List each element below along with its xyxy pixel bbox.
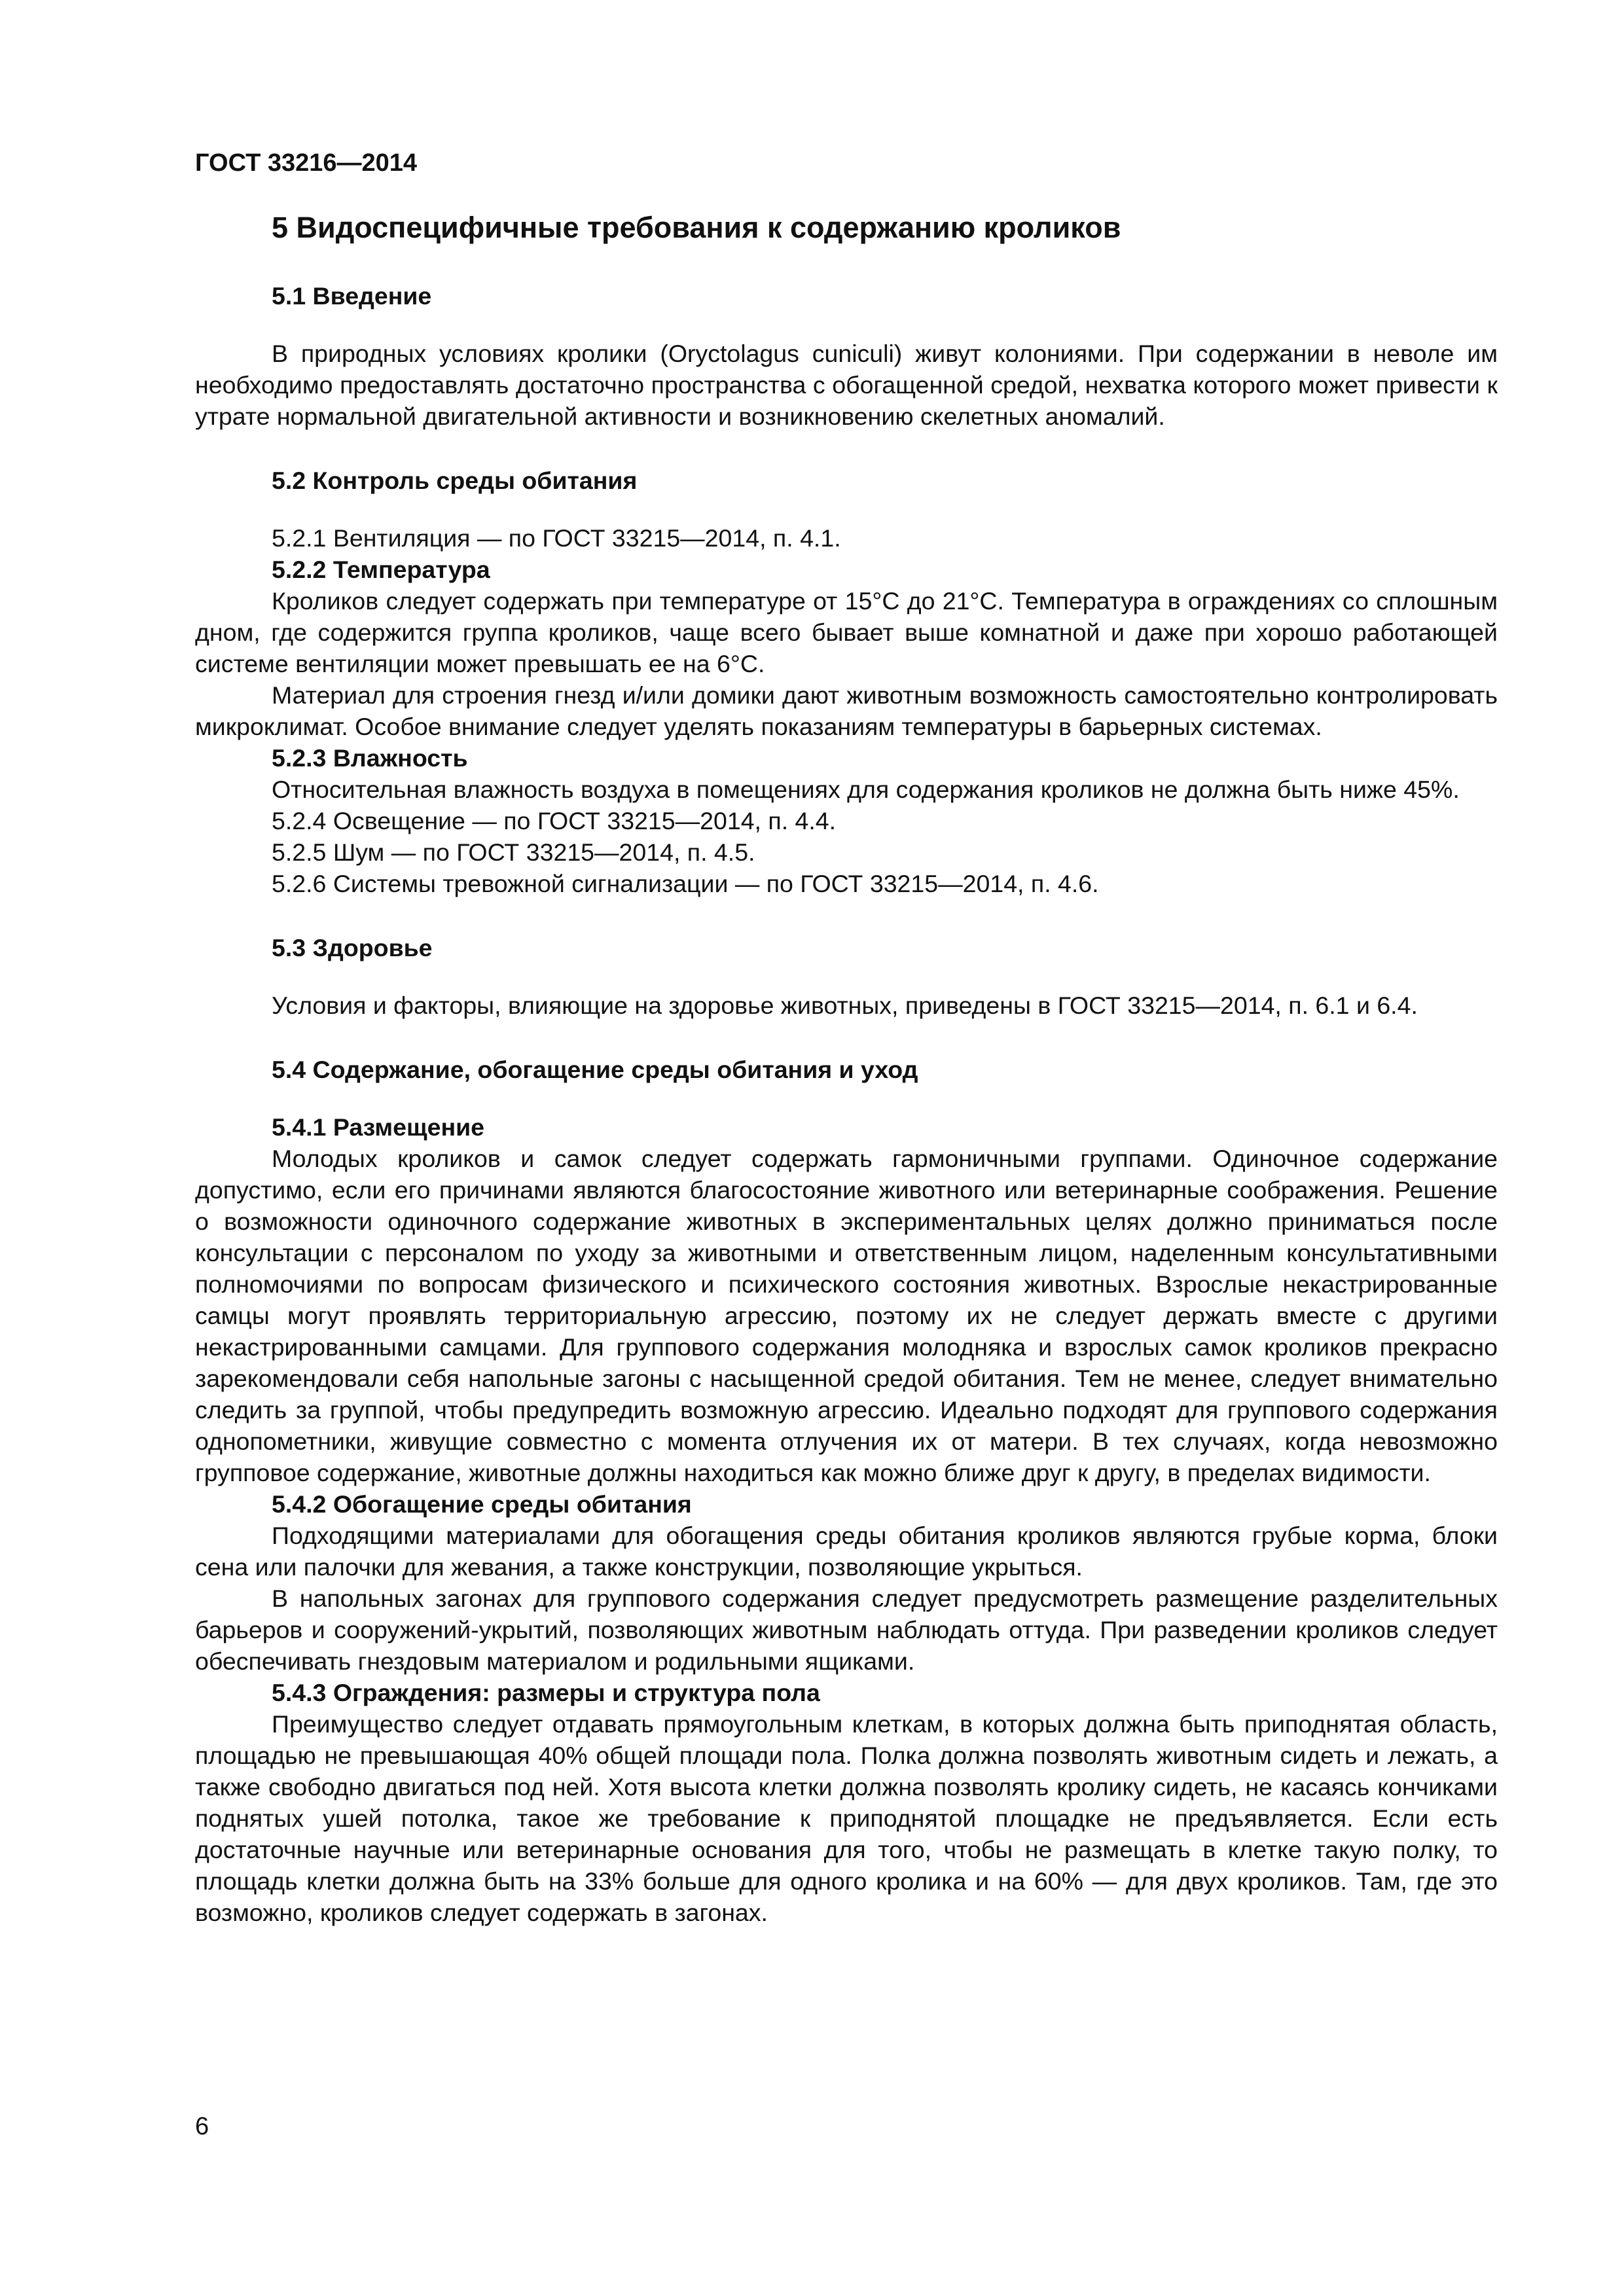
paragraph-5-1: В природных условиях кролики (Oryctolagus cuniculi) живут колониями. При содержании в неволе им необходимо предоставлять достаточно пространства с обогащенной средой, нехватка которого может привести к утрате нормальной двигательной активности и возникновению скелетных аномалий.: [195, 340, 1498, 430]
heading-5-3: 5.3 Здоровье: [272, 934, 433, 961]
item-5-2-5: 5.2.5 Шум — по ГОСТ 33215—2014, п. 4.5.: [272, 838, 755, 866]
paragraph-5-4-2-a: Подходящими материалами для обогащения среды обитания кроликов являются грубые корма, блоки сена или палочки для жевания, а также конструкции, позволяющие укрыться.: [195, 1522, 1498, 1581]
paragraph-5-3: Условия и факторы, влияющие на здоровье животных, приведены в ГОСТ 33215—2014, п. 6.1 и 6.4.: [272, 992, 1418, 1019]
paragraph-5-4-1: Молодых кроликов и самок следует содержать гармоничными группами. Одиночное содержание допустимо, если его причинами являются благосостояние животного или ветеринарные соображения. Решение о возможности одиночного содержание животных в экспериментальных целях должно приниматься после консультации с персоналом по уходу за животными и ответственным лицом, наделенным консультативными полномочиями по вопросам физического и психического состояния животных. Взрослые некастрированные самцы могут проявлять территориальную агрессию, поэтому их не следует держать вместе с другими некастрированными самцами. Для группового содержания молодняка и взрослых самок кроликов прекрасно зарекомендовали себя напольные загоны с насыщенной средой обитания. Тем не менее, следует внимательно следить за группой, чтобы предупредить возможную агрессию. Идеально подходят для группового содержания однопометники, живущие совместно с момента отлучения их от матери. В тех случаях, когда невозможно групповое содержание, животные должны находиться как можно ближе друг к другу, в пределах видимости.: [195, 1145, 1498, 1486]
document-id: ГОСТ 33216—2014: [195, 149, 418, 177]
heading-5-4-3: 5.4.3 Ограждения: размеры и структура пола: [272, 1679, 820, 1706]
item-5-2-1: 5.2.1 Вентиляция — по ГОСТ 33215—2014, п. 4.1.: [272, 524, 841, 552]
paragraph-5-4-2-b: В напольных загонах для группового содержания следует предусмотреть размещение разделительных барьеров и сооружений-укрытий, позволяющих животным наблюдать оттуда. При разведении кроликов следует обеспечивать гнездовым материалом и родильными ящиками.: [195, 1585, 1498, 1675]
heading-5-4-1: 5.4.1 Размещение: [272, 1113, 485, 1141]
item-5-2-6: 5.2.6 Системы тревожной сигнализации — по ГОСТ 33215—2014, п. 4.6.: [272, 870, 1099, 897]
paragraph-5-2-2-a: Кроликов следует содержать при температуре от 15°С до 21°С. Температура в ограждениях со сплошным дном, где содержится группа кроликов, чаще всего бывает выше комнатной и даже при хорошо работающей системе вентиляции может превышать ее на 6°С.: [195, 587, 1498, 677]
heading-5-4-2: 5.4.2 Обогащение среды обитания: [272, 1490, 692, 1518]
heading-5-2: 5.2 Контроль среды обитания: [272, 467, 638, 494]
item-5-2-4: 5.2.4 Освещение — по ГОСТ 33215—2014, п. 4.4.: [272, 807, 837, 834]
heading-5-4: 5.4 Содержание, обогащение среды обитания и уход: [272, 1056, 918, 1083]
document-body: [195, 209, 1498, 1928]
section-title: 5 Видоспецифичные требования к содержанию кроликов: [272, 211, 1121, 244]
paragraph-5-2-2-b: Материал для строения гнезд и/или домики дают животным возможность самостоятельно контролировать микроклимат. Особое внимание следует уделять показаниям температуры в барьерных системах.: [195, 681, 1498, 740]
paragraph-5-4-3: Преимущество следует отдавать прямоугольным клеткам, в которых должна быть приподнятая область, площадью не превышающая 40% общей площади пола. Полка должна позволять животным сидеть и лежать, а также свободно двигаться под ней. Хотя высота клетки должна позволять кролику сидеть, не касаясь кончиками поднятых ушей потолка, такое же требование к приподнятой площадке не предъявляется. Если есть достаточные научные или ветеринарные основания для того, чтобы не размещать в клетке такую полку, то площадь клетки должна быть на 33% больше для одного кролика и на 60% — для двух кроликов. Там, где это возможно, кроликов следует содержать в загонах.: [195, 1710, 1498, 1926]
heading-5-1: 5.1 Введение: [272, 282, 432, 310]
page-number: 6: [195, 2113, 209, 2140]
paragraph-5-2-3: Относительная влажность воздуха в помещениях для содержания кроликов не должна быть ниже 45%.: [272, 776, 1460, 803]
heading-5-2-3: 5.2.3 Влажность: [272, 744, 468, 772]
heading-5-2-2: 5.2.2 Температура: [272, 556, 490, 583]
